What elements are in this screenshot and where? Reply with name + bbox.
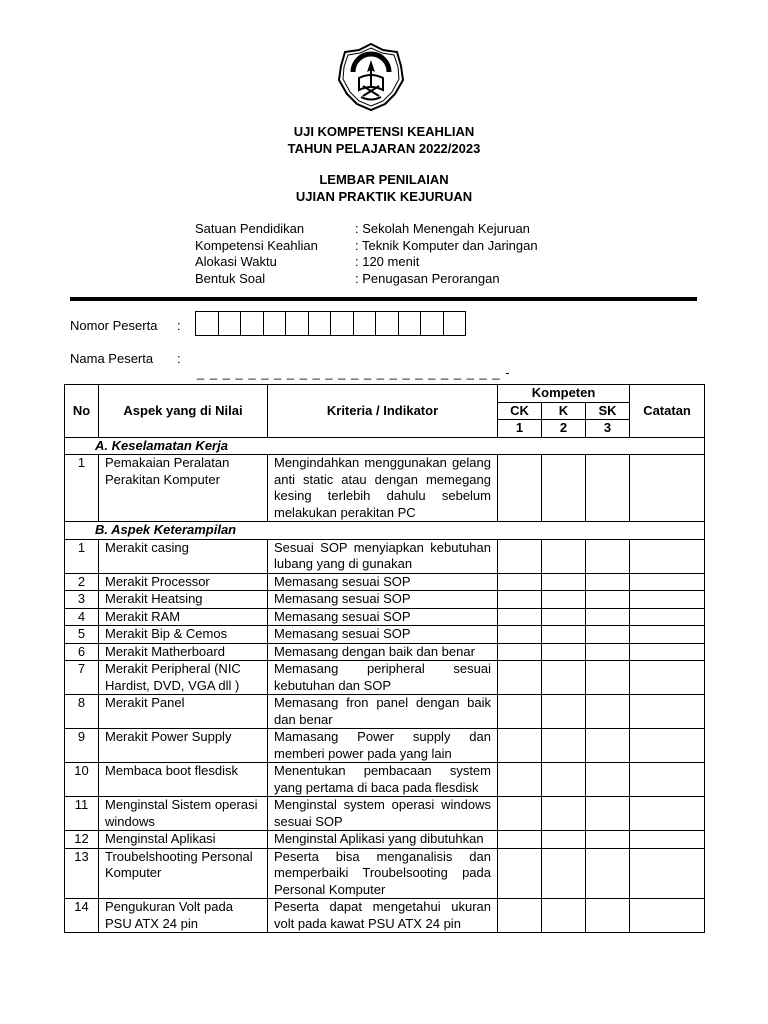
- table-row: [65, 573, 705, 591]
- row-no: 14: [65, 899, 99, 933]
- catatan-cell[interactable]: [630, 797, 705, 831]
- table-row: [65, 797, 705, 831]
- section-a-heading: A. Keselamatan Kerja: [65, 437, 705, 455]
- k-cell[interactable]: [542, 455, 586, 522]
- catatan-cell[interactable]: [630, 573, 705, 591]
- row-aspek: Membaca boot flesdisk: [99, 763, 268, 797]
- ck-cell[interactable]: [498, 573, 542, 591]
- header-col-2: 2: [542, 420, 586, 438]
- row-aspek: Menginstal Aplikasi: [99, 831, 268, 849]
- digit-box[interactable]: [420, 311, 444, 336]
- row-kriteria: Memasang peripheral sesuai kebutuhan dan SOP: [268, 661, 498, 695]
- catatan-cell[interactable]: [630, 763, 705, 797]
- row-no: 13: [65, 848, 99, 899]
- row-aspek: Merakit Matherboard: [99, 643, 268, 661]
- sk-cell[interactable]: [586, 573, 630, 591]
- digit-box[interactable]: [330, 311, 354, 336]
- k-cell[interactable]: [542, 899, 586, 933]
- row-kriteria: Memasang fron panel dengan baik dan benar: [268, 695, 498, 729]
- k-cell[interactable]: [542, 848, 586, 899]
- info-value: : 120 menit: [355, 254, 420, 269]
- info-key: Alokasi Waktu: [195, 254, 277, 269]
- info-key: Kompetensi Keahlian: [195, 237, 318, 253]
- sk-cell[interactable]: [586, 661, 630, 695]
- row-no: 3: [65, 591, 99, 609]
- digit-box[interactable]: [375, 311, 399, 336]
- ck-cell[interactable]: [498, 608, 542, 626]
- table-row: [65, 661, 705, 695]
- row-no: 4: [65, 608, 99, 626]
- exam-title: UJI KOMPETENSI KEAHLIAN: [293, 124, 475, 139]
- k-cell[interactable]: [542, 797, 586, 831]
- table-row: [65, 695, 705, 729]
- row-kriteria: Menginstal Aplikasi yang dibutuhkan: [268, 831, 498, 849]
- k-cell[interactable]: [542, 763, 586, 797]
- catatan-cell[interactable]: [630, 591, 705, 609]
- row-aspek: Merakit Panel: [99, 695, 268, 729]
- row-no: 8: [65, 695, 99, 729]
- sk-cell[interactable]: [586, 899, 630, 933]
- digit-box[interactable]: [195, 311, 219, 336]
- table-row: [65, 591, 705, 609]
- nama-peserta-label: Nama Peserta: [70, 351, 154, 366]
- row-kriteria: Memasang sesuai SOP: [268, 608, 498, 626]
- ck-cell[interactable]: [498, 626, 542, 644]
- sk-cell[interactable]: [586, 729, 630, 763]
- colon: :: [177, 351, 181, 366]
- table-row: [65, 763, 705, 797]
- table-row: [65, 831, 705, 849]
- school-year: TAHUN PELAJARAN 2022/2023: [287, 141, 481, 156]
- exam-info: [195, 221, 538, 287]
- ck-cell[interactable]: [498, 539, 542, 573]
- header-catatan: Catatan: [630, 385, 705, 438]
- sk-cell[interactable]: [586, 695, 630, 729]
- row-kriteria: Memasang sesuai SOP: [268, 626, 498, 644]
- row-no: 7: [65, 661, 99, 695]
- k-cell[interactable]: [542, 626, 586, 644]
- header-sk: SK: [586, 402, 630, 420]
- header-kompeten: Kompeten: [498, 385, 630, 403]
- divider: [70, 297, 697, 301]
- ck-cell[interactable]: [498, 591, 542, 609]
- sheet-title: LEMBAR PENILAIAN: [319, 172, 449, 187]
- table-row: [65, 643, 705, 661]
- sk-cell[interactable]: [586, 608, 630, 626]
- row-no: 12: [65, 831, 99, 849]
- colon: :: [177, 318, 181, 333]
- header-col-3: 3: [586, 420, 630, 438]
- sk-cell[interactable]: [586, 848, 630, 899]
- k-cell[interactable]: [542, 695, 586, 729]
- ck-cell[interactable]: [498, 643, 542, 661]
- sk-cell[interactable]: [586, 591, 630, 609]
- digit-box[interactable]: [353, 311, 377, 336]
- nama-peserta-line[interactable]: _ _ _ _ _ _ _ _ _ _ _ _ _ _ _ _ _ _ _ _ _ _ _ _ -: [197, 365, 511, 380]
- catatan-cell[interactable]: [630, 455, 705, 522]
- row-no: 6: [65, 643, 99, 661]
- table-row: [65, 626, 705, 644]
- catatan-cell[interactable]: [630, 626, 705, 644]
- row-kriteria: Sesuai SOP menyiapkan kebutuhan lubang yang di gunakan: [268, 539, 498, 573]
- table-row: [65, 608, 705, 626]
- ck-cell[interactable]: [498, 455, 542, 522]
- row-kriteria: Memasang sesuai SOP: [268, 591, 498, 609]
- row-aspek: Menginstal Sistem operasi windows: [99, 797, 268, 831]
- row-aspek: Merakit Power Supply: [99, 729, 268, 763]
- section-b-heading: B. Aspek Keterampilan: [65, 522, 705, 540]
- row-no: 5: [65, 626, 99, 644]
- ck-cell[interactable]: [498, 661, 542, 695]
- nomor-peserta-boxes[interactable]: [196, 311, 466, 336]
- k-cell[interactable]: [542, 608, 586, 626]
- sk-cell[interactable]: [586, 831, 630, 849]
- k-cell[interactable]: [542, 661, 586, 695]
- row-aspek: Pengukuran Volt pada PSU ATX 24 pin: [99, 899, 268, 933]
- k-cell[interactable]: [542, 831, 586, 849]
- digit-box[interactable]: [285, 311, 309, 336]
- row-kriteria: Memasang sesuai SOP: [268, 573, 498, 591]
- catatan-cell[interactable]: [630, 661, 705, 695]
- catatan-cell[interactable]: [630, 729, 705, 763]
- catatan-cell[interactable]: [630, 608, 705, 626]
- row-aspek: Merakit Peripheral (NIC Hardist, DVD, VGA dll ): [99, 661, 268, 695]
- sk-cell[interactable]: [586, 539, 630, 573]
- nomor-peserta-label: Nomor Peserta: [70, 318, 158, 333]
- row-aspek: Merakit RAM: [99, 608, 268, 626]
- header-col-1: 1: [498, 420, 542, 438]
- row-no: 1: [65, 539, 99, 573]
- row-kriteria: Menginstal system operasi windows sesuai SOP: [268, 797, 498, 831]
- exam-subtitle: UJIAN PRAKTIK KEJURUAN: [295, 189, 473, 204]
- header-aspek: Aspek yang di Nilai: [99, 385, 268, 438]
- row-kriteria: Memasang dengan baik dan benar: [268, 643, 498, 661]
- ck-cell[interactable]: [498, 729, 542, 763]
- sk-cell[interactable]: [586, 763, 630, 797]
- ck-cell[interactable]: [498, 797, 542, 831]
- row-aspek: Merakit Heatsing: [99, 591, 268, 609]
- digit-box[interactable]: [240, 311, 264, 336]
- k-cell[interactable]: [542, 539, 586, 573]
- sk-cell[interactable]: [586, 626, 630, 644]
- catatan-cell[interactable]: [630, 899, 705, 933]
- catatan-cell[interactable]: [630, 848, 705, 899]
- row-no: 11: [65, 797, 99, 831]
- ck-cell[interactable]: [498, 848, 542, 899]
- row-no: 9: [65, 729, 99, 763]
- row-aspek: Merakit Bip & Cemos: [99, 626, 268, 644]
- info-value: : Teknik Komputer dan Jaringan: [355, 237, 538, 253]
- catatan-cell[interactable]: [630, 539, 705, 573]
- table-row: [65, 455, 705, 522]
- ck-cell[interactable]: [498, 899, 542, 933]
- digit-box[interactable]: [398, 311, 422, 336]
- assessment-table: [64, 384, 705, 933]
- info-value: : Sekolah Menengah Kejuruan: [355, 221, 530, 236]
- row-aspek: Merakit Processor: [99, 573, 268, 591]
- tut-wuri-handayani-logo: [337, 42, 405, 112]
- row-aspek: Merakit casing: [99, 539, 268, 573]
- row-kriteria: Menentukan pembacaan system yang pertama di baca pada flesdisk: [268, 763, 498, 797]
- header-k: K: [542, 402, 586, 420]
- info-key: Satuan Pendidikan: [195, 221, 305, 236]
- table-row: [65, 848, 705, 899]
- digit-box[interactable]: [218, 311, 242, 336]
- ck-cell[interactable]: [498, 831, 542, 849]
- k-cell[interactable]: [542, 591, 586, 609]
- sk-cell[interactable]: [586, 643, 630, 661]
- sk-cell[interactable]: [586, 455, 630, 522]
- header-kriteria: Kriteria / Indikator: [268, 385, 498, 438]
- digit-box[interactable]: [308, 311, 332, 336]
- digit-box[interactable]: [263, 311, 287, 336]
- k-cell[interactable]: [542, 573, 586, 591]
- row-aspek: Troubelshooting Personal Komputer: [99, 848, 268, 899]
- k-cell[interactable]: [542, 729, 586, 763]
- row-no: 10: [65, 763, 99, 797]
- row-kriteria: Mamasang Power supply dan memberi power pada yang lain: [268, 729, 498, 763]
- catatan-cell[interactable]: [630, 695, 705, 729]
- row-kriteria: Mengindahkan menggunakan gelang anti static atau dengan memegang kesing terlebih dahulu sebelum melakukan perakitan PC: [268, 455, 498, 522]
- header-ck: CK: [498, 402, 542, 420]
- table-row: [65, 729, 705, 763]
- row-kriteria: Peserta bisa menganalisis dan memperbaiki Troubelsooting pada Personal Komputer: [268, 848, 498, 899]
- row-aspek: Pemakaian Peralatan Perakitan Komputer: [99, 455, 268, 522]
- digit-box[interactable]: [443, 311, 467, 336]
- k-cell[interactable]: [542, 643, 586, 661]
- catatan-cell[interactable]: [630, 643, 705, 661]
- sk-cell[interactable]: [586, 797, 630, 831]
- row-no: 2: [65, 573, 99, 591]
- header-no: No: [65, 385, 99, 438]
- ck-cell[interactable]: [498, 763, 542, 797]
- row-no: 1: [65, 455, 99, 522]
- row-kriteria: Peserta dapat mengetahui ukuran volt pada kawat PSU ATX 24 pin: [268, 899, 498, 933]
- ck-cell[interactable]: [498, 695, 542, 729]
- table-row: [65, 899, 705, 933]
- info-key: Bentuk Soal: [195, 270, 266, 286]
- table-row: [65, 539, 705, 573]
- info-value: : Penugasan Perorangan: [355, 270, 500, 286]
- catatan-cell[interactable]: [630, 831, 705, 849]
